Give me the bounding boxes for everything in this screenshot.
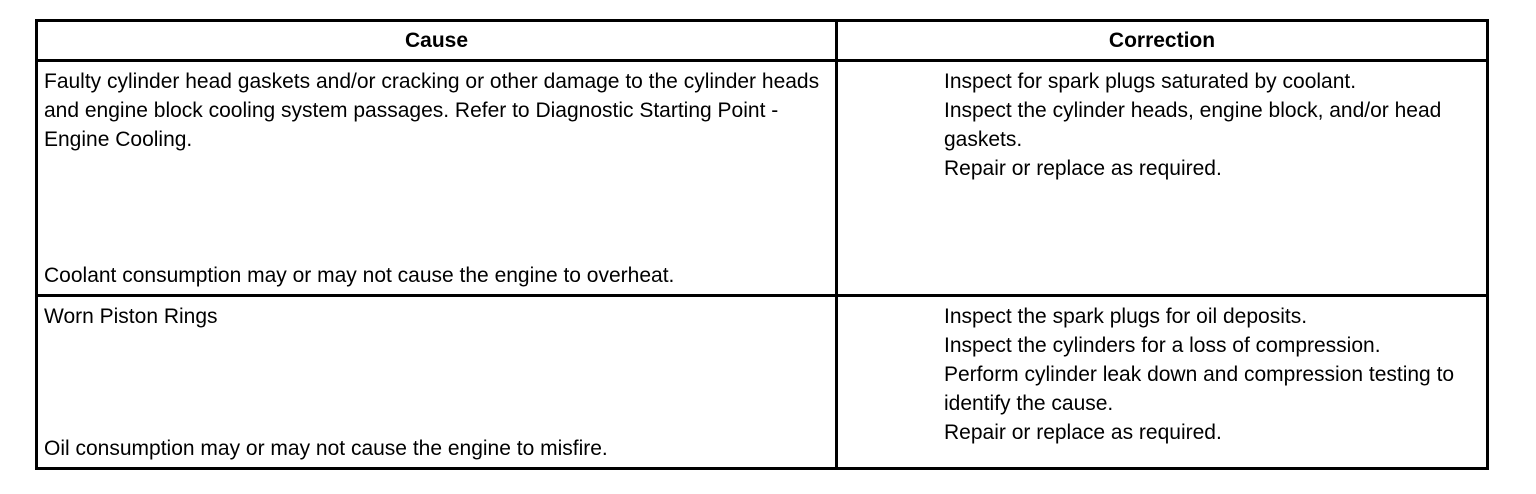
- cause-note: Oil consumption may or may not cause the engine to misfire.: [44, 437, 608, 460]
- correction-list: [838, 62, 1486, 183]
- table-row: [37, 296, 1488, 469]
- cause-text: Worn Piston Rings: [44, 305, 218, 328]
- correction-cell: [837, 296, 1488, 469]
- correction-item: Inspect for spark plugs saturated by coolant.: [944, 70, 1357, 93]
- correction-item: Inspect the cylinder heads, engine block, and/or head gaskets.: [944, 99, 1442, 151]
- cause-cell: [37, 61, 837, 296]
- correction-item: Inspect the spark plugs for oil deposits.: [944, 305, 1308, 328]
- cause-column-header: Cause: [37, 21, 837, 61]
- cause-cell: [37, 296, 837, 469]
- correction-cell: [837, 61, 1488, 296]
- correction-item: Inspect the cylinders for a loss of compression.: [944, 334, 1381, 357]
- correction-list: [838, 297, 1486, 447]
- cause-note: Coolant consumption may or may not cause the engine to overheat.: [44, 264, 675, 287]
- correction-column-header: Correction: [837, 21, 1488, 61]
- diagnostic-table: [35, 19, 1489, 470]
- correction-item: Perform cylinder leak down and compression testing to identify the cause.: [944, 363, 1455, 415]
- cause-text: Faulty cylinder head gaskets and/or cracking or other damage to the cylinder heads and engine block cooling system passages. Refer to Diagnostic Starting Point - Engine Cooling.: [44, 70, 820, 151]
- correction-item: Repair or replace as required.: [944, 157, 1222, 180]
- correction-item: Repair or replace as required.: [944, 421, 1222, 444]
- table-row: [37, 61, 1488, 296]
- header-row: [37, 21, 1488, 61]
